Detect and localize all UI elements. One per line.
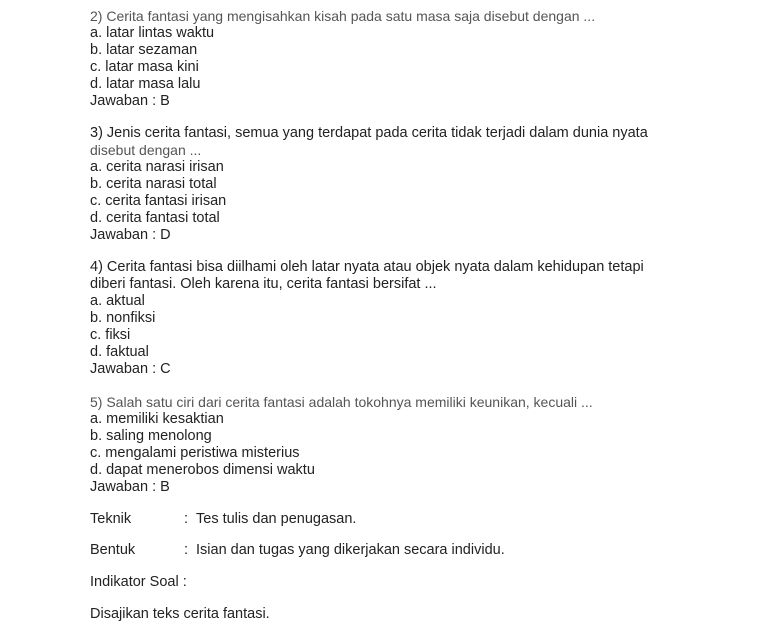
option-b: b. latar sezaman <box>90 42 198 58</box>
option-b: b. nonfiksi <box>90 310 156 326</box>
bentuk-row <box>90 542 505 559</box>
question-2 <box>90 8 690 110</box>
teknik-label: Teknik <box>90 511 132 527</box>
question-text: 5) Salah satu ciri dari cerita fantasi adalah tokohnya memiliki keunikan, kecuali ... <box>90 394 593 410</box>
option-b: b. saling menolong <box>90 428 212 444</box>
option-d: d. cerita fantasi total <box>90 210 220 226</box>
disajikan-line <box>90 606 270 623</box>
question-5 <box>90 394 690 496</box>
indikator-label: Indikator Soal : <box>90 574 187 590</box>
indikator-soal-heading <box>90 574 187 591</box>
option-c: c. fiksi <box>90 327 131 343</box>
answer: Jawaban : B <box>90 479 170 495</box>
bentuk-separator: : <box>184 542 189 558</box>
question-4 <box>90 259 690 378</box>
bentuk-label: Bentuk <box>90 542 136 558</box>
answer: Jawaban : C <box>90 361 171 377</box>
bentuk-value: Isian dan tugas yang dikerjakan secara individu. <box>196 542 505 558</box>
teknik-value: Tes tulis dan penugasan. <box>196 511 357 527</box>
teknik-row <box>90 511 356 528</box>
question-text-line1: 3) Jenis cerita fantasi, semua yang terdapat pada cerita tidak terjadi dalam dunia nyata <box>90 125 648 141</box>
question-text-line2: diberi fantasi. Oleh karena itu, cerita fantasi bersifat ... <box>90 276 437 292</box>
question-3 <box>90 125 690 244</box>
option-c: c. mengalami peristiwa misterius <box>90 445 300 461</box>
option-a: a. cerita narasi irisan <box>90 159 224 175</box>
option-a: a. aktual <box>90 293 145 309</box>
option-d: d. latar masa lalu <box>90 76 201 92</box>
option-a: a. memiliki kesaktian <box>90 411 224 427</box>
option-a: a. latar lintas waktu <box>90 25 215 41</box>
teknik-separator: : <box>184 511 189 527</box>
answer: Jawaban : D <box>90 227 171 243</box>
option-c: c. latar masa kini <box>90 59 199 75</box>
option-d: d. faktual <box>90 344 149 360</box>
option-d: d. dapat menerobos dimensi waktu <box>90 462 315 478</box>
option-c: c. cerita fantasi irisan <box>90 193 227 209</box>
option-b: b. cerita narasi total <box>90 176 217 192</box>
question-text-line1: 4) Cerita fantasi bisa diilhami oleh latar nyata atau objek nyata dalam kehidupan tetapi <box>90 259 644 275</box>
question-text-line2: disebut dengan ... <box>90 142 202 158</box>
question-text: 2) Cerita fantasi yang mengisahkan kisah pada satu masa saja disebut dengan ... <box>90 8 596 24</box>
answer: Jawaban : B <box>90 93 170 109</box>
disajikan-text: Disajikan teks cerita fantasi. <box>90 606 270 622</box>
